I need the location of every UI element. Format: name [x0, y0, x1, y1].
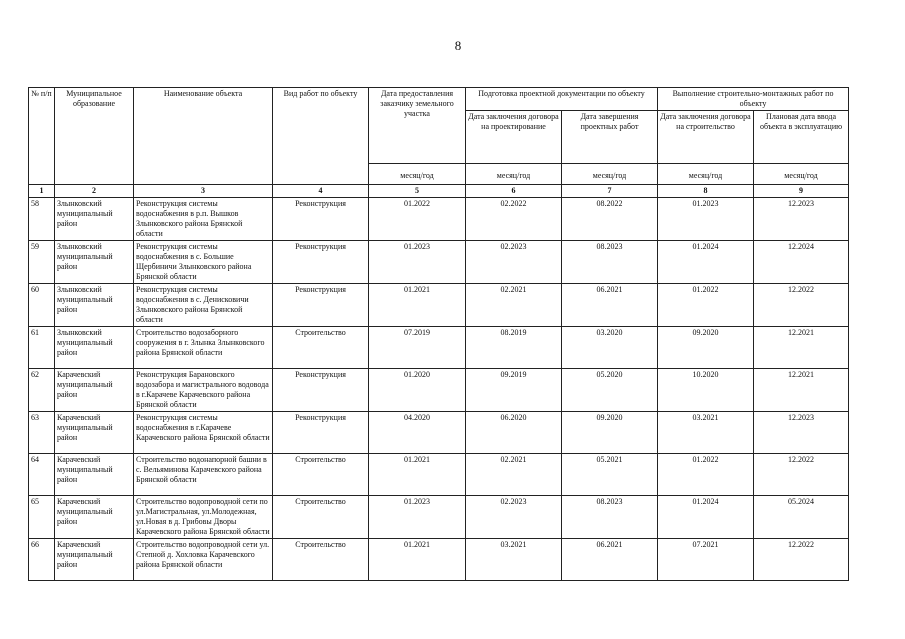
work-type-cell: Строительство	[273, 496, 369, 539]
land-date-cell: 04.2020	[369, 412, 466, 454]
design-contract-date-cell: 02.2023	[466, 241, 562, 284]
work-type-cell: Реконструкция	[273, 369, 369, 412]
header-design-contract: Дата заключения договора на проектирование	[466, 111, 562, 164]
municipality-cell: Злынковский муниципальный район	[55, 284, 134, 327]
municipality-cell: Карачевский муниципальный район	[55, 454, 134, 496]
header-commission: Плановая дата ввода объекта в эксплуатацию	[754, 111, 849, 164]
work-type-cell: Реконструкция	[273, 198, 369, 241]
work-type-cell: Строительство	[273, 539, 369, 581]
design-contract-date-cell: 09.2019	[466, 369, 562, 412]
land-date-cell: 01.2022	[369, 198, 466, 241]
objects-table	[28, 87, 849, 581]
build-contract-date-cell: 01.2024	[658, 496, 754, 539]
unit-label: месяц/год	[562, 164, 658, 185]
design-contract-date-cell: 02.2023	[466, 496, 562, 539]
commission-date-cell: 12.2023	[754, 412, 849, 454]
header-row-1	[29, 88, 849, 111]
header-land-date: Дата предоставления заказчику земельного участка	[369, 88, 466, 164]
table-row	[29, 496, 849, 539]
design-contract-date-cell: 03.2021	[466, 539, 562, 581]
table-row	[29, 369, 849, 412]
table-row	[29, 327, 849, 369]
commission-date-cell: 12.2024	[754, 241, 849, 284]
column-number: 2	[55, 185, 134, 198]
build-contract-date-cell: 03.2021	[658, 412, 754, 454]
unit-label: месяц/год	[658, 164, 754, 185]
column-number: 3	[134, 185, 273, 198]
column-number: 1	[29, 185, 55, 198]
header-municipality: Муниципальное образование	[55, 88, 134, 185]
land-date-cell: 07.2019	[369, 327, 466, 369]
header-design-end: Дата завершения проектных работ	[562, 111, 658, 164]
municipality-cell: Карачевский муниципальный район	[55, 496, 134, 539]
table-row	[29, 539, 849, 581]
commission-date-cell: 12.2022	[754, 284, 849, 327]
column-number: 6	[466, 185, 562, 198]
object-name-cell: Строительство водопроводной сети ул. Степной д. Хохловка Карачевского района Брянской области	[134, 539, 273, 581]
design-end-date-cell: 06.2021	[562, 284, 658, 327]
build-contract-date-cell: 09.2020	[658, 327, 754, 369]
municipality-cell: Злынковский муниципальный район	[55, 327, 134, 369]
object-name-cell: Реконструкция системы водоснабжения в г.Карачеве Карачевского района Брянской области	[134, 412, 273, 454]
work-type-cell: Строительство	[273, 454, 369, 496]
municipality-cell: Злынковский муниципальный район	[55, 241, 134, 284]
design-contract-date-cell: 02.2022	[466, 198, 562, 241]
land-date-cell: 01.2021	[369, 454, 466, 496]
table-row	[29, 241, 849, 284]
design-contract-date-cell: 08.2019	[466, 327, 562, 369]
table-row	[29, 454, 849, 496]
design-end-date-cell: 09.2020	[562, 412, 658, 454]
object-name-cell: Реконструкция системы водоснабжения в р.п. Вышков Злынковского района Брянской области	[134, 198, 273, 241]
build-contract-date-cell: 01.2023	[658, 198, 754, 241]
column-number: 4	[273, 185, 369, 198]
commission-date-cell: 12.2022	[754, 454, 849, 496]
header-build-contract: Дата заключения договора на строительство	[658, 111, 754, 164]
municipality-cell: Карачевский муниципальный район	[55, 539, 134, 581]
object-name-cell: Реконструкция системы водоснабжения в с. Большие Щербиничи Злынковского района Брянской области	[134, 241, 273, 284]
row-number: 66	[29, 539, 55, 581]
header-num: № п/п	[29, 88, 55, 185]
row-number: 63	[29, 412, 55, 454]
commission-date-cell: 12.2021	[754, 327, 849, 369]
table-row	[29, 284, 849, 327]
commission-date-cell: 12.2023	[754, 198, 849, 241]
table-row	[29, 198, 849, 241]
object-name-cell: Строительство водонапорной башни в с. Вельяминова Карачевского района Брянской области	[134, 454, 273, 496]
header-object-name: Наименование объекта	[134, 88, 273, 185]
design-end-date-cell: 08.2023	[562, 241, 658, 284]
object-name-cell: Реконструкция Барановского водозабора и магистрального водовода в г.Карачеве Карачевского района Брянской области	[134, 369, 273, 412]
land-date-cell: 01.2020	[369, 369, 466, 412]
design-end-date-cell: 03.2020	[562, 327, 658, 369]
row-number: 60	[29, 284, 55, 327]
design-end-date-cell: 05.2020	[562, 369, 658, 412]
object-name-cell: Строительство водозаборного сооружения в г. Злынка Злынковского района Брянской области	[134, 327, 273, 369]
header-group-design: Подготовка проектной документации по объекту	[466, 88, 658, 111]
column-number: 7	[562, 185, 658, 198]
design-end-date-cell: 06.2021	[562, 539, 658, 581]
row-number: 65	[29, 496, 55, 539]
work-type-cell: Реконструкция	[273, 241, 369, 284]
municipality-cell: Карачевский муниципальный район	[55, 369, 134, 412]
unit-label: месяц/год	[369, 164, 466, 185]
row-number: 58	[29, 198, 55, 241]
build-contract-date-cell: 01.2022	[658, 454, 754, 496]
object-name-cell: Реконструкция системы водоснабжения в с. Денисковичи Злынковского района Брянской области	[134, 284, 273, 327]
land-date-cell: 01.2021	[369, 284, 466, 327]
work-type-cell: Строительство	[273, 327, 369, 369]
header-work-type: Вид работ по объекту	[273, 88, 369, 185]
design-end-date-cell: 05.2021	[562, 454, 658, 496]
design-end-date-cell: 08.2022	[562, 198, 658, 241]
work-type-cell: Реконструкция	[273, 284, 369, 327]
build-contract-date-cell: 10.2020	[658, 369, 754, 412]
row-number: 64	[29, 454, 55, 496]
header-group-build: Выполнение строительно-монтажных работ по объекту	[658, 88, 849, 111]
municipality-cell: Карачевский муниципальный район	[55, 412, 134, 454]
unit-label: месяц/год	[754, 164, 849, 185]
build-contract-date-cell: 01.2022	[658, 284, 754, 327]
design-contract-date-cell: 02.2021	[466, 454, 562, 496]
municipality-cell: Злынковский муниципальный район	[55, 198, 134, 241]
row-number: 61	[29, 327, 55, 369]
row-number: 62	[29, 369, 55, 412]
commission-date-cell: 12.2021	[754, 369, 849, 412]
work-type-cell: Реконструкция	[273, 412, 369, 454]
column-number: 8	[658, 185, 754, 198]
design-end-date-cell: 08.2023	[562, 496, 658, 539]
unit-label: месяц/год	[466, 164, 562, 185]
row-number: 59	[29, 241, 55, 284]
table-row	[29, 412, 849, 454]
build-contract-date-cell: 01.2024	[658, 241, 754, 284]
page-number: 8	[454, 38, 462, 53]
build-contract-date-cell: 07.2021	[658, 539, 754, 581]
column-number: 5	[369, 185, 466, 198]
design-contract-date-cell: 02.2021	[466, 284, 562, 327]
column-number: 9	[754, 185, 849, 198]
design-contract-date-cell: 06.2020	[466, 412, 562, 454]
commission-date-cell: 12.2022	[754, 539, 849, 581]
land-date-cell: 01.2023	[369, 496, 466, 539]
column-numbers-row	[29, 185, 849, 198]
commission-date-cell: 05.2024	[754, 496, 849, 539]
land-date-cell: 01.2023	[369, 241, 466, 284]
land-date-cell: 01.2021	[369, 539, 466, 581]
object-name-cell: Строительство водопроводной сети по ул.Магистральная, ул.Молодежная, ул.Новая в д. Грибовы Дворы Карачевского района Брянской области	[134, 496, 273, 539]
